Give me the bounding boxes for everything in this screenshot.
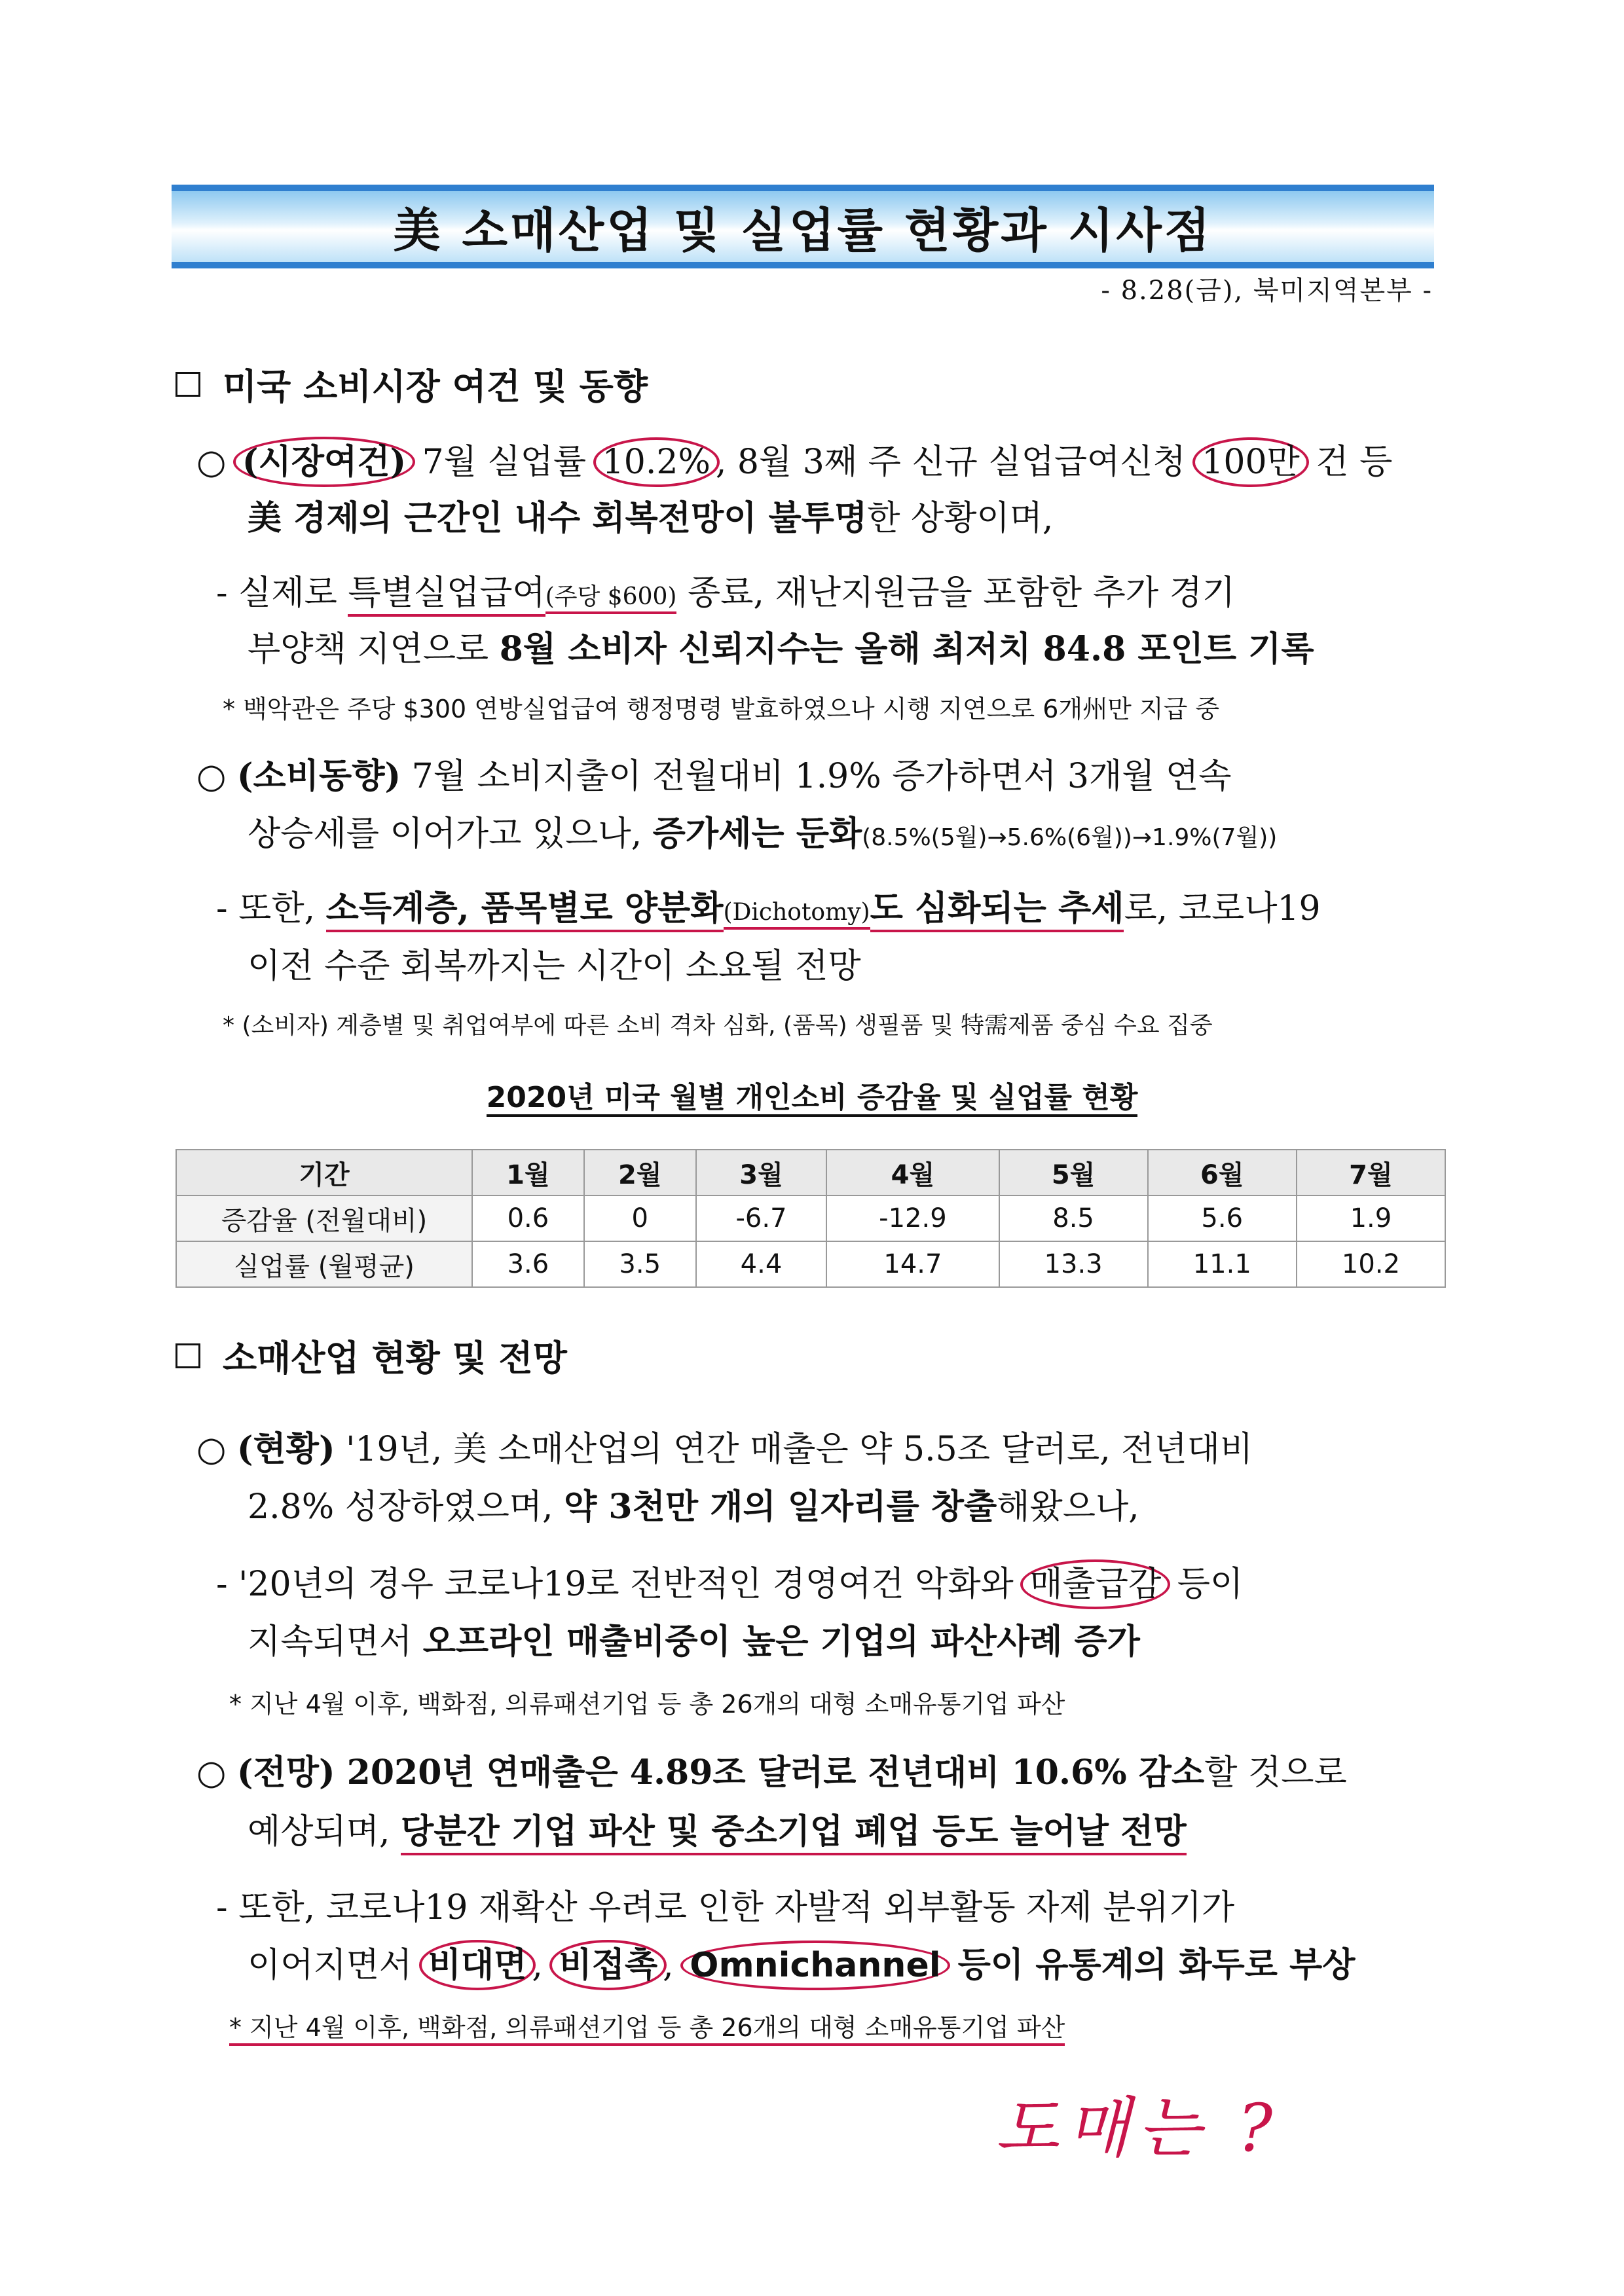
handwritten-annotation: 도매는 ? [995,2090,1281,2166]
document-title [172,185,1434,268]
claims-value: 100만 [1192,437,1308,487]
document-date: - 8.28(금), 북미지역본부 - [1101,276,1433,306]
growth-rate-trend: (8.5%(5월)→5.6%(6월))→1.9%(7월)) [862,824,1278,851]
paragraph-market-conditions-line1: ○ (시장여건) 7월 실업률 10.2% , 8월 3째 주 신규 실업급여신청 100만 건 등 [196,445,1392,479]
paragraph-consumption-trend-line2: 상승세를 이어가고 있으나, 증가세는 둔화(8.5%(5월)→5.6%(6월))→1.9%(7월)) [248,814,1278,854]
monthly-consumption-table [175,1149,1446,1288]
table-header-row: 기간 1월 2월 3월 4월 5월 6월 7월 [176,1150,1445,1195]
paragraph-retail-status-line2: 2.8% 성장하였으며, 약 3천만 개의 일자리를 창출해왔으나, [248,1487,1139,1527]
keyword-omnichannel: Omnichannel [680,1941,950,1990]
label-market-conditions: (시장여건) [233,437,415,487]
section-heading-text: 미국 소비시장 여건 및 동향 [223,366,648,407]
checkbox-square-icon [175,372,200,397]
unemployment-rate-value: 10.2% [593,437,720,487]
detail-special-benefits-line2: 부양책 지연으로 8월 소비자 신뢰지수는 올해 최저치 84.8 포인트 기록 [248,629,1314,669]
detail-untact-line2: 이어지면서 비대면 , 비접촉 , Omnichannel 등이 유통계의 화두로 부상 [248,1948,1356,1982]
keyword-untact: 비대면 [419,1940,536,1990]
paragraph-retail-outlook-line2: 예상되며, 당분간 기업 파산 및 중소기업 폐업 등도 늘어날 전망 [248,1815,1187,1849]
note-federal-benefits: * 백악관은 주당 $300 연방실업급여 행정명령 발효하였으나 시행 지연으로 6개州만 지급 중 [223,695,1220,723]
paragraph-market-conditions-line2: 美 경제의 근간인 내수 회복전망이 불투명한 상황이며, [248,498,1054,538]
table-row: 실업률 (월평균) 3.6 3.5 4.4 14.7 13.3 11.1 10.2 [176,1241,1445,1287]
table-row: 증감율 (전월대비) 0.6 0 -6.7 -12.9 8.5 5.6 1.9 [176,1195,1445,1241]
note-consumption-gap: * (소비자) 계층별 및 취업여부에 따른 소비 격차 심화, (품목) 생필품 및 特需제품 중심 수요 집중 [223,1012,1213,1039]
note-bankruptcies-repeat: * 지난 4월 이후, 백화점, 의류패션기업 등 총 26개의 대형 소매유통기업 파산 [229,2007,1065,2043]
detail-special-benefits-line1: - 실제로 특별실업급여(주당 $600) 종료, 재난지원금을 포함한 추가 경기 [216,576,1235,610]
paragraph-consumption-trend-line1: ○ (소비동향) 7월 소비지출이 전월대비 1.9% 증가하면서 3개월 연속 [196,756,1232,796]
title-text: 美 소매산업 및 실업률 현황과 시사점 [393,202,1213,258]
detail-bankruptcy-line1: - '20년의 경우 코로나19로 전반적인 경영여건 악화와 매출급감 등이 [216,1567,1243,1601]
keyword-contactless: 비접촉 [549,1940,667,1990]
detail-bankruptcy-line2: 지속되면서 오프라인 매출비중이 높은 기업의 파산사례 증가 [248,1622,1140,1662]
detail-untact-line1: - 또한, 코로나19 재확산 우려로 인한 자발적 외부활동 자제 분위기가 [216,1888,1235,1927]
detail-dichotomy-line2: 이전 수준 회복까지는 시간이 소요될 전망 [248,947,861,986]
table-title: 2020년 미국 월별 개인소비 증감율 및 실업률 현황 [0,1074,1624,1116]
paragraph-retail-status-line1: ○ (현황) '19년, 美 소매산업의 연간 매출은 약 5.5조 달러로, 전년대비 [196,1429,1253,1469]
checkbox-square-icon [175,1343,200,1368]
sales-plunge-text: 매출급감 [1020,1559,1170,1609]
paragraph-retail-outlook-line1: ○ (전망) 2020년 연매출은 4.89조 달러로 전년대비 10.6% 감소할 것으로 [196,1753,1347,1793]
section-heading-retail-industry [175,1330,567,1381]
note-bankruptcies: * 지난 4월 이후, 백화점, 의류패션기업 등 총 26개의 대형 소매유통기업 파산 [229,1690,1065,1719]
detail-dichotomy-line1: - 또한, 소득계층, 품목별로 양분화(Dichotomy)도 심화되는 추세로, 코로나19 [216,892,1321,926]
section-heading-consumer-market [175,359,648,409]
section-heading-text: 소매산업 현황 및 전망 [223,1338,567,1379]
